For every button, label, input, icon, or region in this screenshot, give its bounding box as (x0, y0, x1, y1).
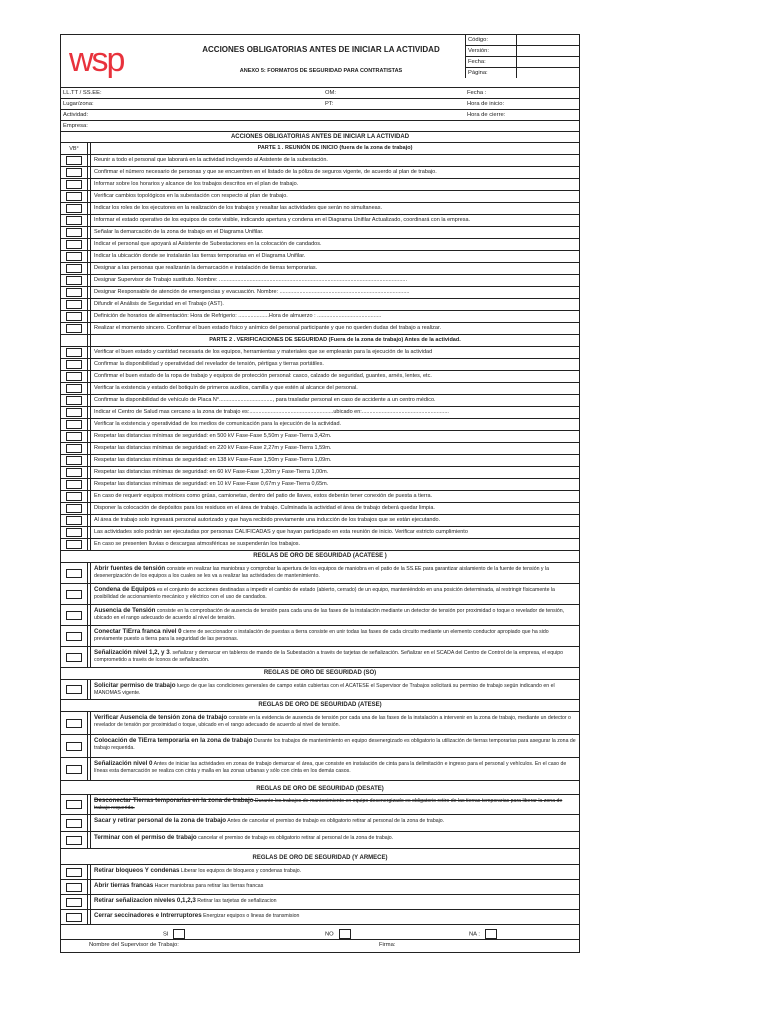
check-box[interactable] (66, 868, 82, 877)
so-title: REGLAS DE ORO DE SEGURIDAD (SO) (61, 668, 579, 680)
part1-title-row (61, 143, 579, 155)
part2-item (61, 515, 579, 527)
desate-rule-body: cancelar el premiso de trabajo es obligatorio retirar al personal de la zona de trabajo. (196, 835, 394, 841)
answer-row (61, 925, 579, 940)
vb-cell (61, 215, 88, 226)
part1-item-text: Informar sobre los horarios y alcance de los trabajos descritos en el plan de trabajo. (90, 179, 579, 190)
atese-rule-head: Colocación de TiErra temporaria en la zona de trabajo (94, 737, 253, 744)
so-list (61, 680, 579, 700)
so-rule-body: luego de que las condiciones generales de campo están cubiertas con el ACATESE el Supervisor de Trabajos solicitará su permiso de trabajo según indicando en el MANOMAS vigente. (94, 683, 555, 696)
desate-rule-head: Sacar y retirar personal de la zona de trabajo (94, 817, 227, 824)
part1-item-text: Designar Responsable de atención de emergencias y evacuación. Nombre: ..................................................................................... (90, 287, 579, 298)
part2-item (61, 479, 579, 491)
check-box[interactable] (66, 516, 82, 525)
check-box[interactable] (66, 765, 82, 774)
part1-item (61, 167, 579, 179)
check-box[interactable] (66, 800, 82, 809)
si-label: SI (163, 931, 169, 938)
acatese-rule-head: Ausencia de Tensión (94, 607, 156, 614)
check-box[interactable] (66, 492, 82, 501)
armece-rule (61, 895, 579, 910)
check-box[interactable] (66, 204, 82, 213)
atese-rule-body: Durante los trabajos de mantenimiento en equipo desenergizado es obligatorio la utilización de tierras temporarias para asegurar la zona de trabajo requerida. (94, 738, 576, 751)
part2-item (61, 443, 579, 455)
armece-rule-head: Retirar bloqueos Y condenas (94, 867, 180, 874)
meta-fecha: Fecha: (465, 57, 579, 68)
part2-item-text: Respetar las distancias mínimas de seguridad: en 138 kV Fase-Fase 1,50m y Fase-Tierra 1,09m. (90, 455, 579, 466)
vb-cell (61, 479, 88, 490)
armece-rule (61, 880, 579, 895)
part1-item (61, 227, 579, 239)
check-box[interactable] (66, 396, 82, 405)
part2-item (61, 359, 579, 371)
acatese-rule-body: es el conjunto de acciones destinadas a impedir el cambio de estado (abierto, cerrado) de un equipo, manteniéndolo en una posición determinada, al restringir físicamente la posibilidad de accionamiento mecánico y eléctrico con el uso de candados. (94, 587, 555, 600)
part1-item (61, 275, 579, 287)
part2-title: PARTE 2 . VERIFICACIONES DE SEGURIDAD (Fuera de la zona de trabajo) Antes de la actividad. (90, 335, 579, 346)
vb-cell (61, 712, 88, 734)
armece-title: REGLAS DE ORO DE SEGURIDAD (Y ARMECE) (61, 849, 579, 865)
atese-rule-text (90, 758, 579, 780)
vb-cell (61, 832, 88, 848)
check-box[interactable] (66, 276, 82, 285)
vb-label: VB° (61, 143, 88, 154)
part1-item (61, 251, 579, 263)
part2-list (61, 347, 579, 551)
vb-cell (61, 359, 88, 370)
part2-item-text: Al área de trabajo solo ingresará personal autorizado y que haya recibido previamente una inducción de los trabajos que se están ejecutando. (90, 515, 579, 526)
armece-rule (61, 910, 579, 925)
part2-item (61, 419, 579, 431)
vb-empty (61, 335, 88, 346)
check-box[interactable] (66, 312, 82, 321)
armece-rule-text (90, 910, 579, 924)
check-box[interactable] (66, 192, 82, 201)
part2-item (61, 395, 579, 407)
desate-rule-body: Antes de cancelar el premiso de trabajo es obligatorio retirar al personal de la zona de trabajo. (226, 818, 445, 824)
part1-item (61, 287, 579, 299)
si-checkbox[interactable] (173, 929, 185, 939)
acatese-rule-text (90, 563, 579, 583)
part1-item (61, 203, 579, 215)
acatese-rule (61, 584, 579, 605)
part2-item-text: Verificar la existencia y operatividad de los medios de comunicación para la ejecución de la actividad. (90, 419, 579, 430)
part2-item (61, 407, 579, 419)
vb-cell (61, 626, 88, 646)
supervisor-label: Nombre del Supervisor de Trabajo: (89, 942, 179, 948)
check-box[interactable] (66, 360, 82, 369)
part1-item (61, 311, 579, 323)
acatese-rule-text (90, 647, 579, 667)
armece-rule-text (90, 865, 579, 879)
check-box[interactable] (66, 240, 82, 249)
vb-cell (61, 371, 88, 382)
acatese-rule (61, 626, 579, 647)
meta-version: Versión: (465, 46, 579, 57)
part2-item-text: Verificar la existencia y estado del botiquín de primeros auxilios, camilla y que estén al alcance del personal. (90, 383, 579, 394)
acatese-rule-body: consiste en la comprobación de ausencia de tensión para cada una de las fases de la instalación mediante un detector de tensión por proximidad o toque o revelador de tensión, ubicado en el rango adecuado de acuerdo al nivel de tensión. (94, 608, 565, 621)
vb-cell (61, 735, 88, 757)
lltt-label: LL.TT / SS.EE: (63, 90, 102, 96)
part2-item (61, 491, 579, 503)
part1-item-text: Designar Supervisor de Trabajo sustituto. Nombre: ........................................................................................................................... (90, 275, 579, 286)
check-box[interactable] (66, 819, 82, 828)
part1-item (61, 215, 579, 227)
vb-cell (61, 680, 88, 699)
armece-rule-head: Abrir tierras francas (94, 882, 154, 889)
vb-cell (61, 263, 88, 274)
part1-item (61, 179, 579, 191)
part1-item (61, 299, 579, 311)
signature-row (61, 940, 579, 952)
part2-item-text: En caso de requerir equipos motrices como grúas, camionetas, dentro del patio de llaves, estos deberán tener conexión de puesta a tierra. (90, 491, 579, 502)
atese-rule (61, 735, 579, 758)
om-label: OM: (325, 90, 336, 96)
check-box[interactable] (66, 719, 82, 728)
armece-rule-body: Energizar equipos o lineas de transmision (201, 913, 300, 919)
armece-rule-body: Retirar las tarjetas de señalizacion (195, 898, 277, 904)
acatese-rule-text (90, 584, 579, 604)
vb-cell (61, 191, 88, 202)
info-block (61, 88, 579, 132)
part1-item (61, 191, 579, 203)
vb-cell (61, 539, 88, 550)
atese-rule-head: Verificar Ausencia de tensión zona de trabajo (94, 714, 228, 721)
check-box[interactable] (66, 216, 82, 225)
part2-item (61, 503, 579, 515)
na-label: NA : (469, 931, 480, 938)
part1-item-text: Informar el estado operativo de los equipos de corte visible, indicando apertura y condena en el Diagrama Unifilar Actualizado, coordinará con la empresa. (90, 215, 579, 226)
part1-item-text: Definición de horarios de alimentación: Hora de Refrigerio: ....................Hora de almuerzo : .......................................... (90, 311, 579, 322)
acatese-list (61, 563, 579, 668)
check-box[interactable] (66, 444, 82, 453)
part2-item-text: En caso se presenten lluvias o descargas atmosféricas se suspenderán los trabajos. (90, 539, 579, 550)
part2-item (61, 431, 579, 443)
vb-cell (61, 347, 88, 358)
vb-cell (61, 795, 88, 814)
acatese-rule-body: consiste en realizar las maniobras y comprobar la apertura de los equipos de maniobra en el patio de la SS.EE para garantizar aislamiento de la fuente de tensión y la desenergización de los equipos a los cuales se les va a realizar las actividades de mantenimiento. (94, 566, 549, 579)
fecha-label: Fecha : (467, 90, 487, 96)
vb-cell (61, 527, 88, 538)
part1-item (61, 239, 579, 251)
desate-rule (61, 832, 579, 849)
desate-rule-text (90, 795, 579, 814)
vb-cell (61, 515, 88, 526)
check-box[interactable] (66, 913, 82, 922)
vb-cell (61, 251, 88, 262)
desate-list (61, 795, 579, 849)
hora-cierre-label: Hora de cierre: (467, 112, 506, 118)
atese-rule-head: Señalización nivel 0 (94, 760, 153, 767)
vb-cell (61, 287, 88, 298)
check-box[interactable] (66, 348, 82, 357)
vb-cell (61, 407, 88, 418)
check-box[interactable] (66, 168, 82, 177)
check-box[interactable] (66, 480, 82, 489)
na-checkbox[interactable] (485, 929, 497, 939)
check-box[interactable] (66, 300, 82, 309)
vb-cell (61, 311, 88, 322)
part2-item (61, 455, 579, 467)
part1-title: PARTE 1 . REUNIÓN DE INICIO (fuera de la zona de trabajo) (90, 143, 579, 154)
na-option (469, 929, 497, 939)
part1-item-text: Reunir a todo el personal que laborará en la actividad incluyendo al Asistente de la subestación. (90, 155, 579, 166)
part1-item-text: Verificar cambios topológicos en la subestación con respecto al plan de trabajo. (90, 191, 579, 202)
vb-cell (61, 239, 88, 250)
check-box[interactable] (66, 252, 82, 261)
meta-pagina: Página: (465, 68, 579, 78)
safety-form (60, 34, 580, 953)
armece-rule-body: Hacer maniobras para retirar las tierras francas (153, 883, 264, 889)
check-box[interactable] (66, 228, 82, 237)
no-checkbox[interactable] (339, 929, 351, 939)
so-rule-head: Solicitar permiso de trabajo (94, 682, 176, 689)
check-box[interactable] (66, 569, 82, 578)
part2-item-text: Respetar las distancias mínimas de seguridad: en 220 kV Fase-Fase 2,27m y Fase-Tierra 1,59m. (90, 443, 579, 454)
check-box[interactable] (66, 836, 82, 845)
vb-cell (61, 758, 88, 780)
info-row-2 (61, 99, 579, 110)
part2-item-text: Indicar el Centro de Salud mas cercano a la zona de trabajo es:.......................................................ubicado en:......................................................... (90, 407, 579, 418)
so-rule (61, 680, 579, 700)
company-logo: wsp (69, 41, 124, 79)
atese-title: REGLAS DE ORO DE SEGURIDAD (ATESE) (61, 700, 579, 712)
form-header (61, 35, 579, 88)
part2-item (61, 527, 579, 539)
vb-cell (61, 815, 88, 831)
acatese-rule-head: Condena de Equipos (94, 586, 156, 593)
form-title: ACCIONES OBLIGATORIAS ANTES DE INICIAR LA ACTIVIDAD (202, 45, 440, 54)
vb-cell (61, 865, 88, 879)
part2-item-text: Confirmar el buen estado de la ropa de trabajo y equipos de protección personal: casco, calzado de seguridad, guantes, arnés, lentes, etc. (90, 371, 579, 382)
vb-cell (61, 443, 88, 454)
part2-item-text: Confirmar la disponibilidad y operatividad del revelador de tensión, pértigas y tierras portátiles. (90, 359, 579, 370)
desate-title: REGLAS DE ORO DE SEGURIDAD (DESATE) (61, 781, 579, 795)
check-box[interactable] (66, 611, 82, 620)
meta-table (465, 35, 579, 78)
desate-rule (61, 815, 579, 832)
part2-item-text: Las actividades solo podrán ser ejecutadas por personas CALIFICADAS y que hayan participado en esta reunión de inicio. Verificar estricto cumplimiento (90, 527, 579, 538)
check-box[interactable] (66, 408, 82, 417)
desate-rule-head: Desconectar Tierras temporarias en la zona de trabajo (94, 797, 254, 804)
check-box[interactable] (66, 528, 82, 537)
part2-title-row (61, 335, 579, 347)
vb-cell (61, 323, 88, 334)
part1-item-text: Difundir el Análisis de Seguridad en el Trabajo (AST). (90, 299, 579, 310)
desate-rule-text (90, 815, 579, 831)
atese-rule-body: Antes de iniciar las actividades en zonas de trabajo demarcar el área, que consiste en instalación de cinta para la delimitación e ingreso para el personal y vehículos. En el caso de líneas esta demarcación se realiza con cinta y malla en las zonas urbanas y sólo con cinta en los demás casos. (94, 761, 567, 774)
pt-label: PT: (325, 101, 334, 107)
part1-item-text: Señalar la demarcación de la zona de trabajo en el Diagrama Unifilar. (90, 227, 579, 238)
main-section-title: ACCIONES OBLIGATORIAS ANTES DE INICIAR LA ACTIVIDAD (61, 132, 579, 143)
check-box[interactable] (66, 883, 82, 892)
atese-rule-text (90, 712, 579, 734)
vb-cell (61, 605, 88, 625)
vb-cell (61, 467, 88, 478)
vb-cell (61, 431, 88, 442)
armece-list (61, 865, 579, 925)
part2-item-text: Verificar el buen estado y cantidad necesaria de los equipos, herramientas y materiales que se emplearán para la ejecución de la actividad (90, 347, 579, 358)
part2-item (61, 383, 579, 395)
check-box[interactable] (66, 288, 82, 297)
atese-rule (61, 712, 579, 735)
check-box[interactable] (66, 504, 82, 513)
check-box[interactable] (66, 742, 82, 751)
desate-rule-head: Terminar con el permiso de trabajo (94, 834, 197, 841)
vb-cell (61, 880, 88, 894)
part1-item (61, 263, 579, 275)
hora-inicio-label: Hora de inicio: (467, 101, 505, 107)
acatese-title: REGLAS DE ORO DE SEGURIDAD (ACATESE ) (61, 551, 579, 563)
info-row-1 (61, 88, 579, 99)
check-box[interactable] (66, 456, 82, 465)
part1-item-text: Indicar la ubicación donde se instalarán las tierras temporarias en el Diagrama Unifilar. (90, 251, 579, 262)
atese-list (61, 712, 579, 781)
vb-cell (61, 167, 88, 178)
no-label: NO (325, 931, 334, 938)
desate-rule-body: Durante los trabajos de mantenimiento en equipo desenergizado es obligatorio retiro de las tierras temporarias para liberar la zona de trabajo requerida. (94, 798, 563, 811)
vb-cell (61, 383, 88, 394)
part2-item (61, 467, 579, 479)
vb-cell (61, 895, 88, 909)
atese-rule-body: consiste en la evidencia de ausencia de tensión por cada una de las fases de la instalación a intervenir en la zona de trabajo, mediante un detector o revelador de tensión por proximidad o toque, ubicado en el rango adecuado de acuerdo al nivel de tensión. (94, 715, 571, 728)
desate-rule-text (90, 832, 579, 848)
check-box[interactable] (66, 432, 82, 441)
vb-cell (61, 491, 88, 502)
check-box[interactable] (66, 898, 82, 907)
vb-cell (61, 910, 88, 924)
part2-item-text: Respetar las distancias mínimas de seguridad: en 500 kV Fase-Fase 5,50m y Fase-Tierra 3,42m. (90, 431, 579, 442)
part1-item-text: Realizar el momento sincero. Confirmar el buen estado físico y anímico del personal participante y que no queden dudas del trabajo a realizar. (90, 323, 579, 334)
vb-cell (61, 455, 88, 466)
armece-rule-text (90, 880, 579, 894)
vb-cell (61, 179, 88, 190)
armece-rule-body: Liberar los equipos de bloqueos y condenas trabajo. (179, 868, 302, 874)
so-rule-text (90, 680, 579, 699)
acatese-rule-head: Abrir fuentes de tensión (94, 565, 166, 572)
vb-cell (61, 503, 88, 514)
check-box[interactable] (66, 468, 82, 477)
vb-cell (61, 647, 88, 667)
form-subtitle: ANEXO 5: FORMATOS DE SEGURIDAD PARA CONTRATISTAS (239, 68, 403, 74)
check-box[interactable] (66, 180, 82, 189)
acatese-rule-body: cierre de seccionador o instalación de puestas a tierra consiste en unir todas las fases de cada circuito mediante un elemento conductor apropiado que ha sido previamente puesto a tierra para la seguridad de las personas. (94, 629, 549, 642)
vb-cell (61, 227, 88, 238)
part1-item-text: Indicar el personal que apoyará al Asistente de Subestaciones en la colocación de candados. (90, 239, 579, 250)
vb-cell (61, 275, 88, 286)
armece-rule-head: Retirar señalizacion niveles 0,1,2,3 (94, 897, 196, 904)
vb-cell (61, 419, 88, 430)
lugar-label: Lugar/zona: (63, 101, 94, 107)
vb-cell (61, 155, 88, 166)
meta-codigo: Código: (465, 35, 579, 46)
part1-list (61, 155, 579, 335)
acatese-rule (61, 605, 579, 626)
part1-item-text: Designar a las personas que realizarán la demarcación e instalación de tierras temporarias. (90, 263, 579, 274)
vb-cell (61, 203, 88, 214)
check-box[interactable] (66, 632, 82, 641)
check-box[interactable] (66, 372, 82, 381)
check-box[interactable] (66, 653, 82, 662)
desate-rule (61, 795, 579, 815)
check-box[interactable] (66, 685, 82, 694)
check-box[interactable] (66, 420, 82, 429)
armece-rule-head: Cerrar seccinadores e Intrerruptores (94, 912, 202, 919)
si-option (163, 929, 185, 939)
part2-item-text: Respetar las distancias mínimas de seguridad: en 60 kV Fase-Fase 1,20m y Fase-Tierra 1,00m. (90, 467, 579, 478)
part1-item-text: Indicar los roles de los ejecutores en la realización de los trabajos y resaltar las actividades que serán no simultaneas. (90, 203, 579, 214)
acatese-rule-body: . señalizar y demarcar en tableros de mando de la Subestación a través de tarjetas de señalización. Señalizar en el SCADA del Centro de Control de la empresa, el equipo comprometido a través de íconos de señalización. (94, 650, 563, 663)
vb-cell (61, 584, 88, 604)
armece-rule (61, 865, 579, 880)
vb-cell (61, 563, 88, 583)
part2-item-text: Disponer la colocación de depósitos para los residuos en el área de trabajo. Culminada la actividad el área de trabajo deberá quedar limpia. (90, 503, 579, 514)
check-box[interactable] (66, 540, 82, 549)
info-row-4 (61, 121, 579, 132)
acatese-rule-text (90, 626, 579, 646)
atese-rule-text (90, 735, 579, 757)
part2-item-text: Respetar las distancias mínimas de seguridad: en 10 kV Fase-Fase 0,67m y Fase-Tierra 0,65m. (90, 479, 579, 490)
part2-item (61, 347, 579, 359)
info-row-3 (61, 110, 579, 121)
check-box[interactable] (66, 590, 82, 599)
vb-cell (61, 299, 88, 310)
actividad-label: Actividad: (63, 112, 89, 118)
acatese-rule (61, 563, 579, 584)
acatese-rule-text (90, 605, 579, 625)
part2-item-text: Confirmar la disponibilidad de vehículo de Placa N°..................................., para trasladar personal en caso de accidente a un centro médico. (90, 395, 579, 406)
part1-item (61, 323, 579, 335)
part1-item (61, 155, 579, 167)
no-option (325, 929, 351, 939)
acatese-rule-head: Conectar TiErra franca nivel 0 (94, 628, 182, 635)
empresa-label: Empresa: (63, 123, 88, 129)
acatese-rule-head: Señalización nivel 1,2, y 3 (94, 649, 170, 656)
check-box[interactable] (66, 384, 82, 393)
firma-label: Firma: (379, 942, 396, 948)
vb-cell (61, 395, 88, 406)
acatese-rule (61, 647, 579, 668)
atese-rule (61, 758, 579, 781)
check-box[interactable] (66, 264, 82, 273)
check-box[interactable] (66, 156, 82, 165)
part2-item (61, 371, 579, 383)
part2-item (61, 539, 579, 551)
part1-item-text: Confirmar el número necesario de personas y que se encuentren en el listado de la póliza de seguros vigente, de acuerdo al plan de trabajo. (90, 167, 579, 178)
armece-rule-text (90, 895, 579, 909)
check-box[interactable] (66, 324, 82, 333)
